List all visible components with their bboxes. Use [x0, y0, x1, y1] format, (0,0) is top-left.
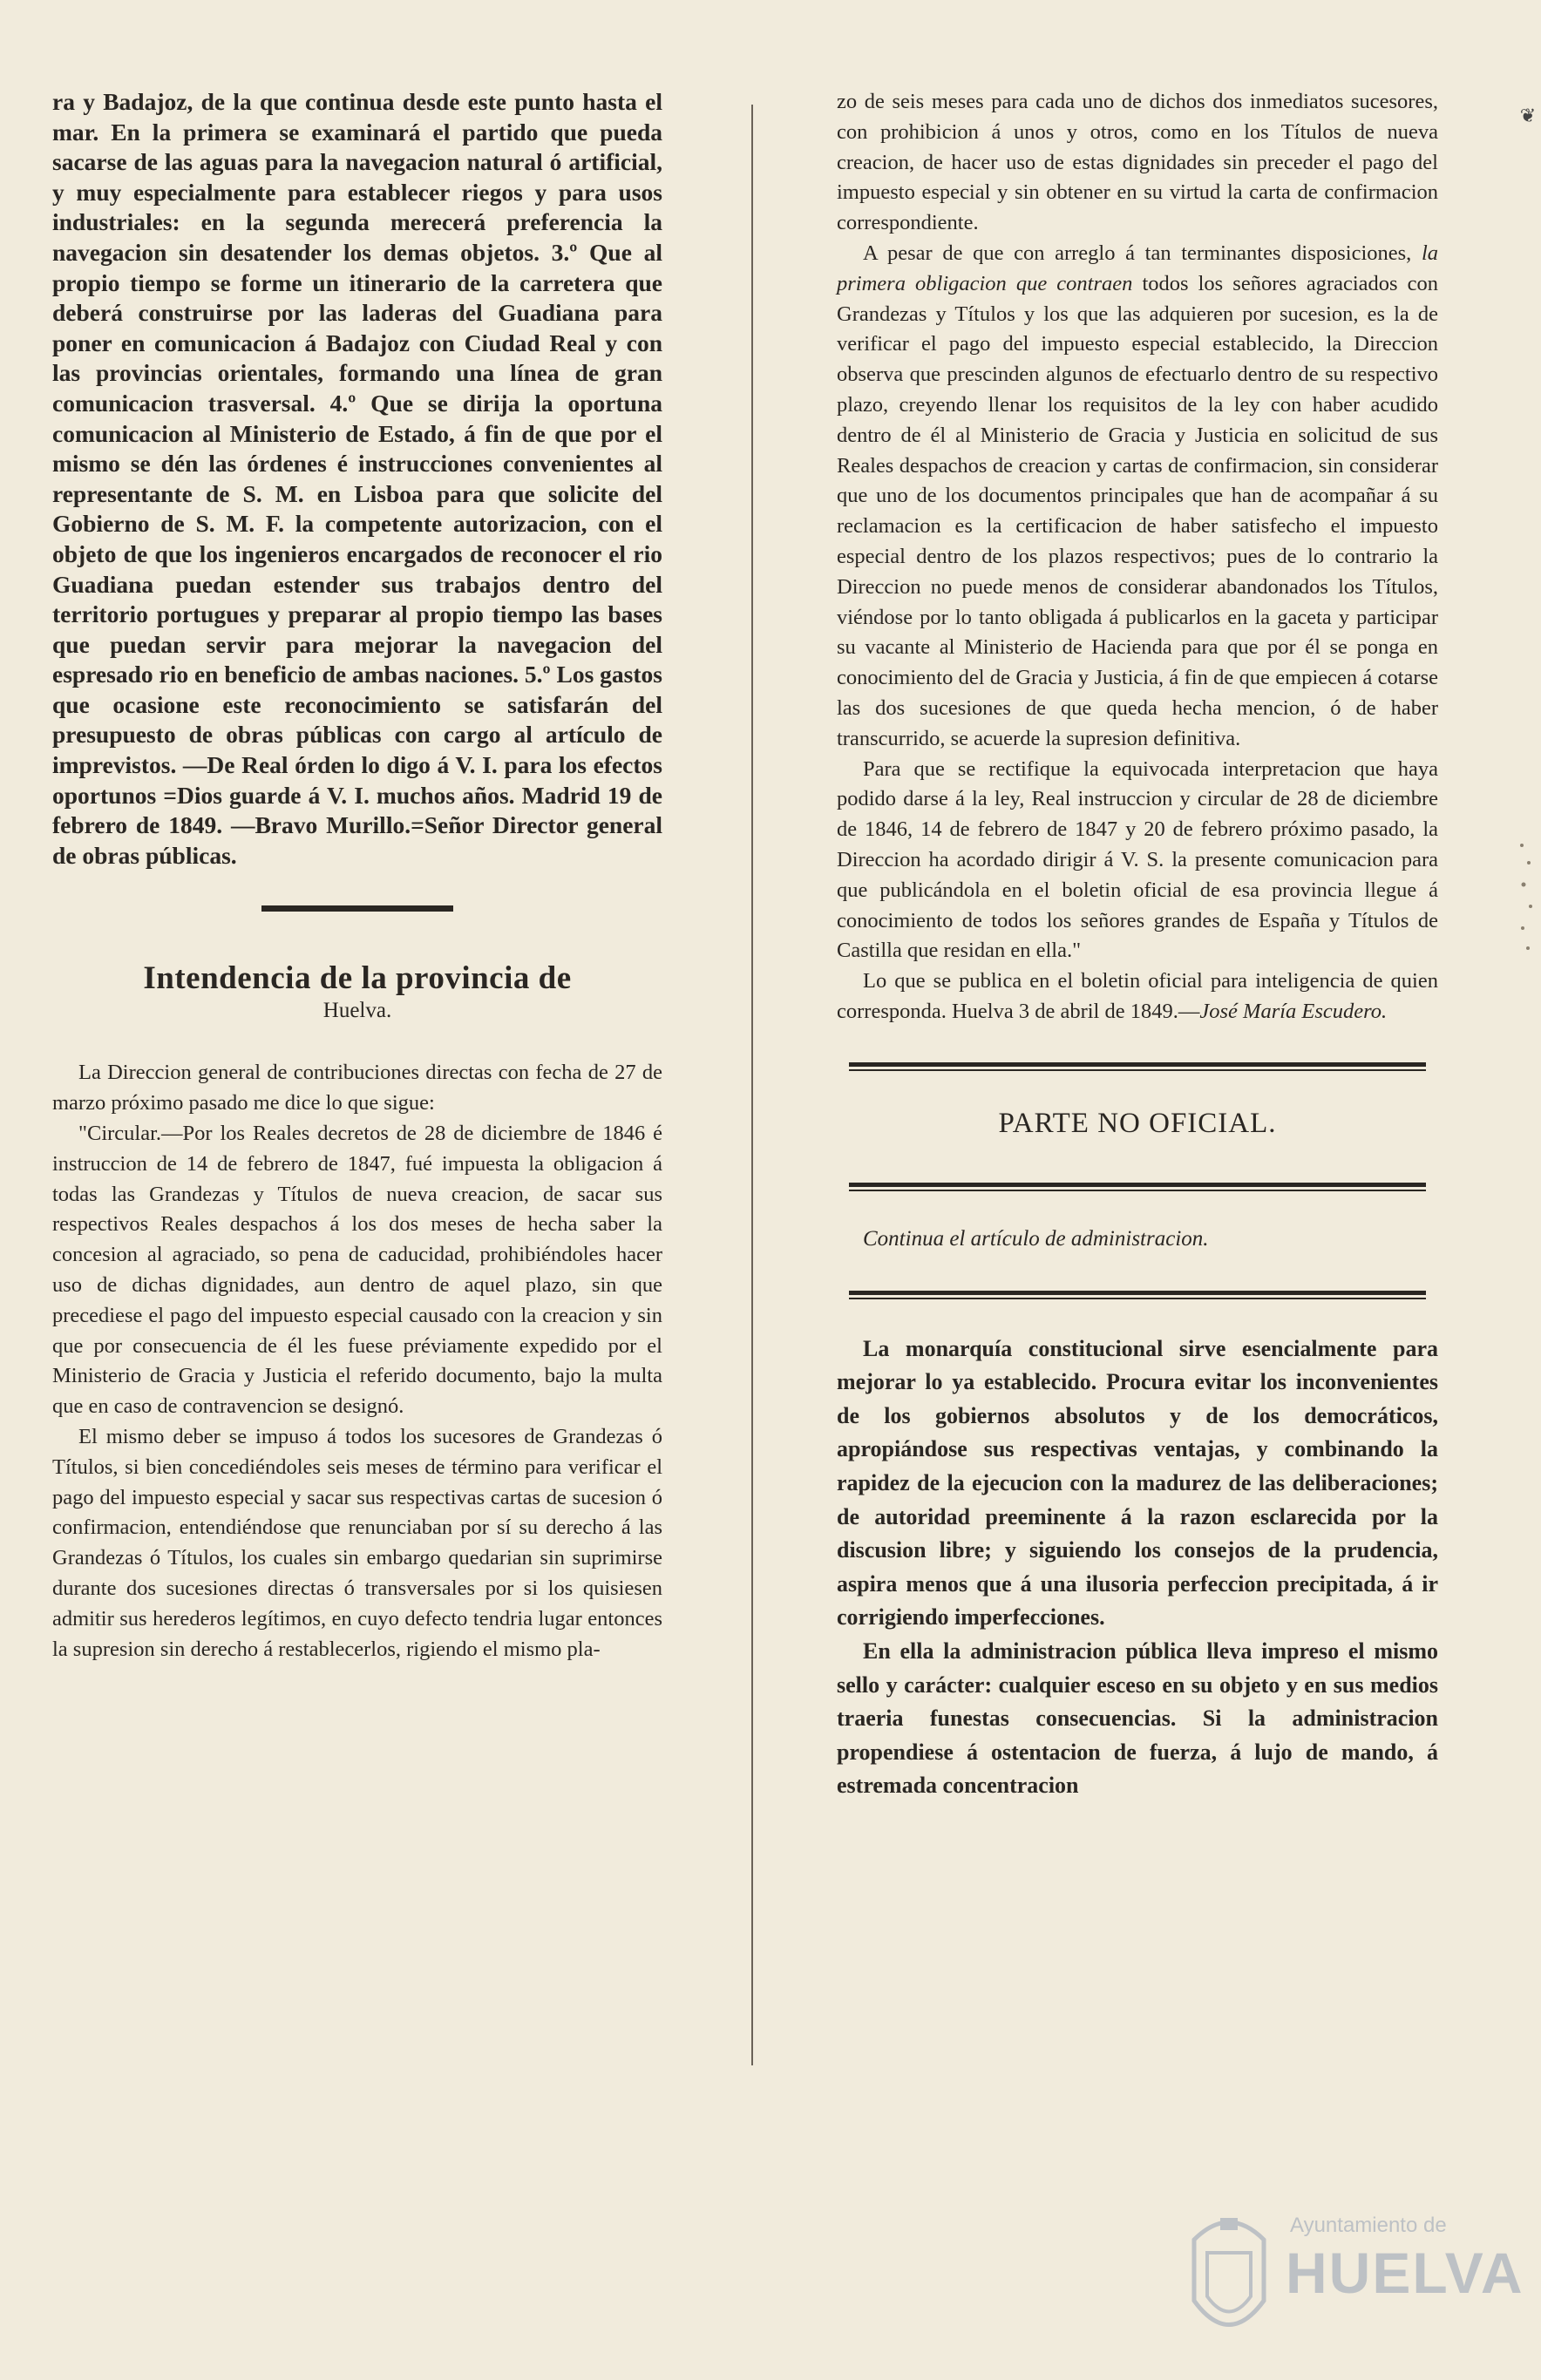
double-rule-bottom [849, 1291, 1426, 1299]
section-separator [261, 905, 453, 912]
left-paragraph-2: La Direccion general de contribuciones directas con fecha de 27 de marzo próximo pasado me dice lo que sigue: [52, 1061, 662, 1115]
right-top-block [837, 87, 1438, 1027]
right-bottom-block [837, 1332, 1438, 1803]
coat-of-arms-icon [1181, 2205, 1277, 2353]
double-rule-middle [849, 1183, 1426, 1191]
margin-stain-icon [1515, 837, 1538, 967]
intendencia-subheading: Huelva. [322, 999, 392, 1023]
right-paragraph-2-italic: la primera obligacion que contraen [837, 241, 1438, 295]
right-paragraph-2-end: todos los señores agraciados con Grandezas y Títulos y los que las adquieren por sucesion, es la de verificar el pago del impuesto especial establecido, la Direccion observa que prescinden algunos de efectuarlo dentro de su respectivo plazo, creyendo llenar los requisitos de la ley con haber acudido dentro de él al Ministerio de Gracia y Justicia en solicitud de sus Reales despachos de creacion y cartas de confirmacion, sin considerar que uno de los documentos principales que han de acompañar á su reclamacion es la certificacion de haber satisfecho el impuesto especial dentro de los plazos respectivos; pues de lo contrario la Direccion no puede menos de considerar abandonados los Títulos, viéndose por lo tanto obligada á publicarlos en la gaceta y participar su vacante al Ministerio de Hacienda para que por él se ponga en conocimiento del de Gracia y Justicia, á fin de que empiecen á cotarse las dos sucesiones de que queda hecha mencion, ó de haber transcurrido, se acuerde la supresion definitiva. [837, 271, 1439, 750]
left-paragraph-1: ra y Badajoz, de la que continua desde este punto hasta el mar. En la primera se examinará el partido que pueda sacarse de las aguas para la navegacion natural ó artificial, y muy especialmente para establecer riegos y para usos industriales: en la segunda merecerá preferencia la navegacion sin desatender los demas objetos. 3.º Que al propio tiempo se forme un itinerario de la carretera que deberá construirse por las laderas del Guadiana para poner en comunicacion á Badajoz con Ciudad Real y con las provincias orientales, formando una línea de gran comunicacion trasversal. 4.º Que se dirija la oportuna comunicacion al Ministerio de Estado, á fin de que por el mismo se dén las órdenes é instrucciones convenientes al representante de S. M. en Lisboa para que solicite del Gobierno de S. M. F. la competente autorizacion, con el objeto de que los ingenieros encargados de reconocer el rio Guadiana puedan estender sus trabajos dentro del territorio portugues y preparar al propio tiempo las bases que puedan servir para mejorar la navegacion del espresado rio en beneficio de ambas naciones. 5.º Los gastos que ocasione este reconocimiento se satisfarán del presupuesto de obras públicas con cargo al artículo de imprevistos. —De Real órden lo digo á V. I. para los efectos oportunos =Dios guarde á V. I. muchos años. Madrid 19 de febrero de 1849. —Bravo Murillo.=Señor Director general de obras públicas. [52, 88, 662, 869]
left-column [52, 87, 662, 1665]
intendencia-heading: Intendencia de la provincia de [143, 960, 572, 997]
column-divider [751, 105, 753, 2065]
right-paragraph-2-start: A pesar de que con arreglo á tan terminantes disposiciones, [863, 241, 1422, 265]
right-paragraph-1: zo de seis meses para cada uno de dichos dos inmediatos sucesores, con prohibicion á unos y otros, como en los Títulos de nueva creacion, de hacer uso de estas dignidades sin preceder el pago del impuesto especial y sin obtener en su virtud la carta de confirmacion correspondiente. [837, 90, 1438, 235]
left-paragraph-4: El mismo deber se impuso á todos los sucesores de Grandezas ó Títulos, si bien concediéndoles seis meses de término para verificar el pago del impuesto especial y sacar sus respectivas cartas de sucesion ó confirmacion, entendiéndose que renunciaban por sí su derecho á las Grandezas ó Títulos, los cuales sin embargo quedarian sin suprimirse durante dos sucesiones directas ó transversales por si los quisiesen admitir sus herederos legítimos, en cuyo defecto tendria lugar entonces la supresion sin derecho á restablecerlos, rigiendo el mismo pla- [52, 1425, 662, 1661]
right-paragraph-2 [837, 239, 1438, 755]
right-paragraph-4-start: Lo que se publica en el boletin oficial para inteligencia de quien corresponda. Huelva 3 de abril de 1849.— [837, 969, 1438, 1023]
right-paragraph-3: Para que se rectifique la equivocada interpretacion que haya podido darse á la ley, Real instruccion y circular de 28 de diciembre de 1846, 14 de febrero de 1847 y 20 de febrero próximo pasado, la Direccion ha acordado dirigir á V. S. la presente comunicacion para que publicándola en el boletin oficial de esa provincia llegue á conocimiento de todos los señores grandes de España y Títulos de Castilla que residan en ella." [837, 756, 1438, 963]
right-column [837, 87, 1438, 1803]
double-rule-top [849, 1062, 1426, 1071]
right-paragraph-6: En ella la administracion pública lleva impreso el mismo sello y carácter: cualquier esceso en su objeto y en sus medios traeria funestas consecuencias. Si la administracion propendiese á ostentacion de fuerza, á lujo de mando, á estremada concentracion [837, 1638, 1438, 1799]
watermark-line1: Ayuntamiento de [1290, 2214, 1447, 2237]
margin-ornament-icon: ❦ [1519, 105, 1537, 126]
left-paragraph-3: "Circular.—Por los Reales decretos de 28 de diciembre de 1846 é instruccion de 14 de febrero de 1847, fué impuesta la obligacion á todas las Grandezas y Títulos de nueva creacion, de sacar sus respectivos Reales despachos á los dos meses de hecha saber la concesion al agraciado, so pena de caducidad, prohibiéndoles hacer uso de dichas dignidades, aun dentro de aquel plazo, sin que precediese el pago del impuesto especial causado con la creacion y sin que por consecuencia de él les fuese préviamente expedido por el Ministerio de Gracia y Justicia el referido documento, bajo la multa que en caso de contravencion se designó. [52, 1122, 662, 1419]
right-paragraph-4 [837, 966, 1438, 1027]
ayuntamiento-huelva-watermark [1172, 2196, 1524, 2362]
signature: José María Escudero. [1199, 999, 1388, 1023]
right-paragraph-5: La monarquía constitucional sirve esencialmente para mejorar lo ya establecido. Procura evitar los inconvenientes de los gobiernos absolutos y de los democráticos, apropiándose sus respectivas ventajas, y combinando la rapidez de la ejecucion con la madurez de las deliberaciones; de autoridad preeminente á la razon esclarecida por la discusion libre; y siguiendo los consejos de la prudencia, aspira menos que á una ilusoria perfeccion precipitada, á ir corrigiendo imperfecciones. [837, 1335, 1438, 1631]
continua-articulo-line: Continua el artículo de administracion. [863, 1226, 1209, 1251]
watermark-line2: HUELVA [1286, 2241, 1524, 2305]
parte-no-oficial-title: PARTE NO OFICIAL. [998, 1107, 1277, 1139]
